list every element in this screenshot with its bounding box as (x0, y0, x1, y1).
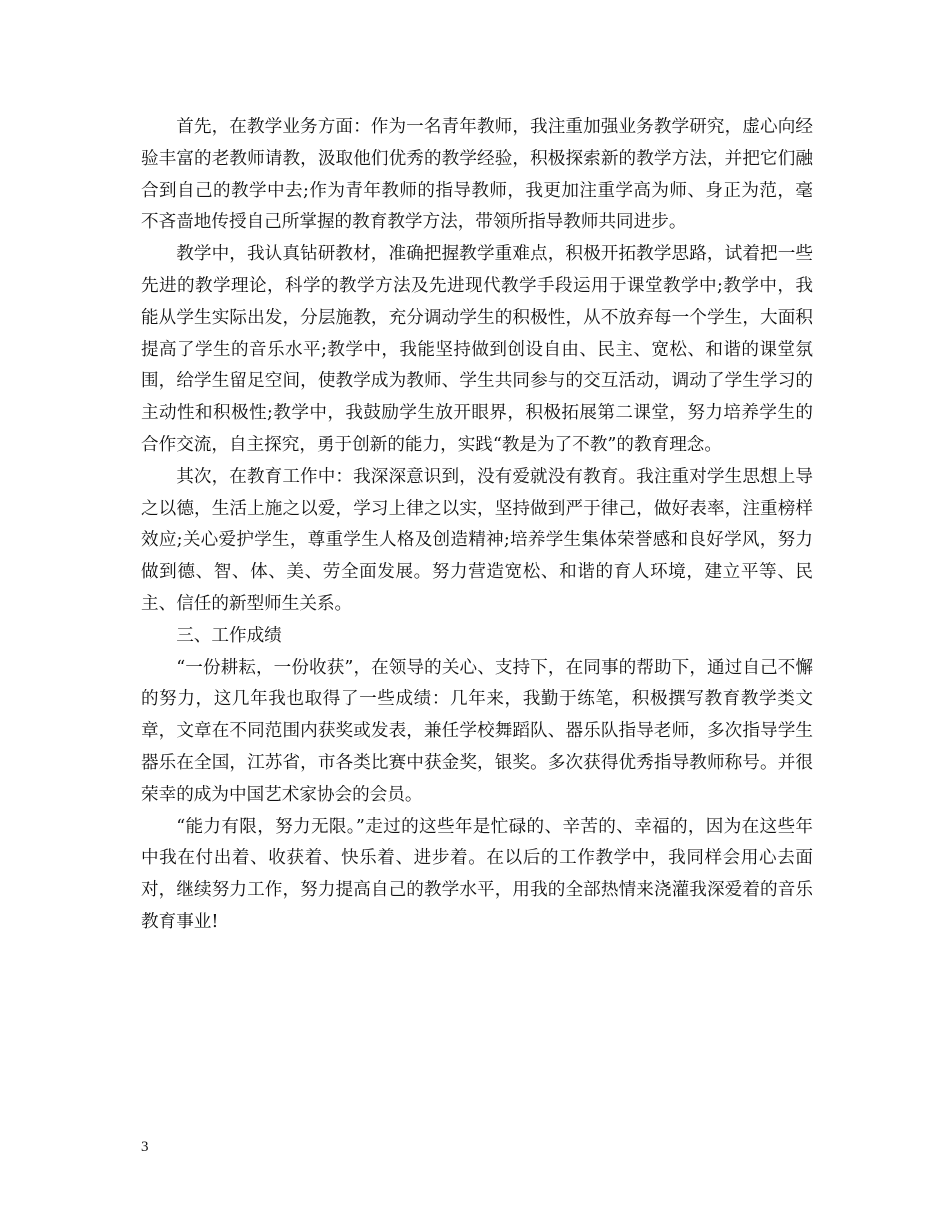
document-body (141, 112, 813, 939)
page-number: 3 (141, 1139, 149, 1155)
paragraph-achievements: “一份耕耘，一份收获”，在领导的关心、支持下，在同事的帮助下，通过自己不懈的努力，这几年我也取得了一些成绩：几年来，我勤于练笔，积极撰写教育教学类文章，文章在不同范围内获奖或发表，兼任学校舞蹈队、器乐队指导老师，多次指导学生器乐在全国，江苏省，市各类比赛中获金奖，银奖。多次获得优秀指导教师称号。并很荣幸的成为中国艺术家协会的会员。 (141, 657, 813, 805)
paragraph-teaching-practice: 教学中，我认真钻研教材，准确把握教学重难点，积极开拓教学思路，试着把一些先进的教学理论，科学的教学方法及先进现代教学手段运用于课堂教学中;教学中，我能从学生实际出发，分层施教，充分调动学生的积极性，从不放弃每一个学生，大面积提高了学生的音乐水平;教学中，我能坚持做到创设自由、民主、宽松、和谐的课堂氛围，给学生留足空间，使教学成为教师、学生共同参与的交互活动，调动了学生学习的主动性和积极性;教学中，我鼓励学生放开眼界，积极拓展第二课堂，努力培养学生的合作交流，自主探究，勇于创新的能力，实践“教是为了不教”的教育理念。 (141, 244, 813, 455)
section-heading-achievements: 三、工作成绩 (176, 625, 282, 646)
paragraph-closing: “能力有限，努力无限。”走过的这些年是忙碌的、辛苦的、幸福的，因为在这些年中我在付出着、收获着、快乐着、进步着。在以后的工作教学中，我同样会用心去面对，继续努力工作，努力提高自己的教学水平，用我的全部热情来浇灌我深爱着的音乐教育事业! (141, 816, 813, 932)
paragraph-teaching-business: 首先，在教学业务方面：作为一名青年教师，我注重加强业务教学研究，虚心向经验丰富的老教师请教，汲取他们优秀的教学经验，积极探索新的教学方法，并把它们融合到自己的教学中去;作为青年教师的指导教师，我更加注重学高为师、身正为范，毫不吝啬地传授自己所掌握的教育教学方法，带领所指导教师共同进步。 (141, 117, 813, 233)
paragraph-education-work: 其次，在教育工作中：我深深意识到，没有爱就没有教育。我注重对学生思想上导之以德，生活上施之以爱，学习上律之以实，坚持做到严于律己，做好表率，注重榜样效应;关心爱护学生，尊重学生人格及创造精神;培养学生集体荣誉感和良好学风，努力做到德、智、体、美、劳全面发展。努力营造宽松、和谐的育人环境，建立平等、民主、信任的新型师生关系。 (141, 466, 813, 614)
